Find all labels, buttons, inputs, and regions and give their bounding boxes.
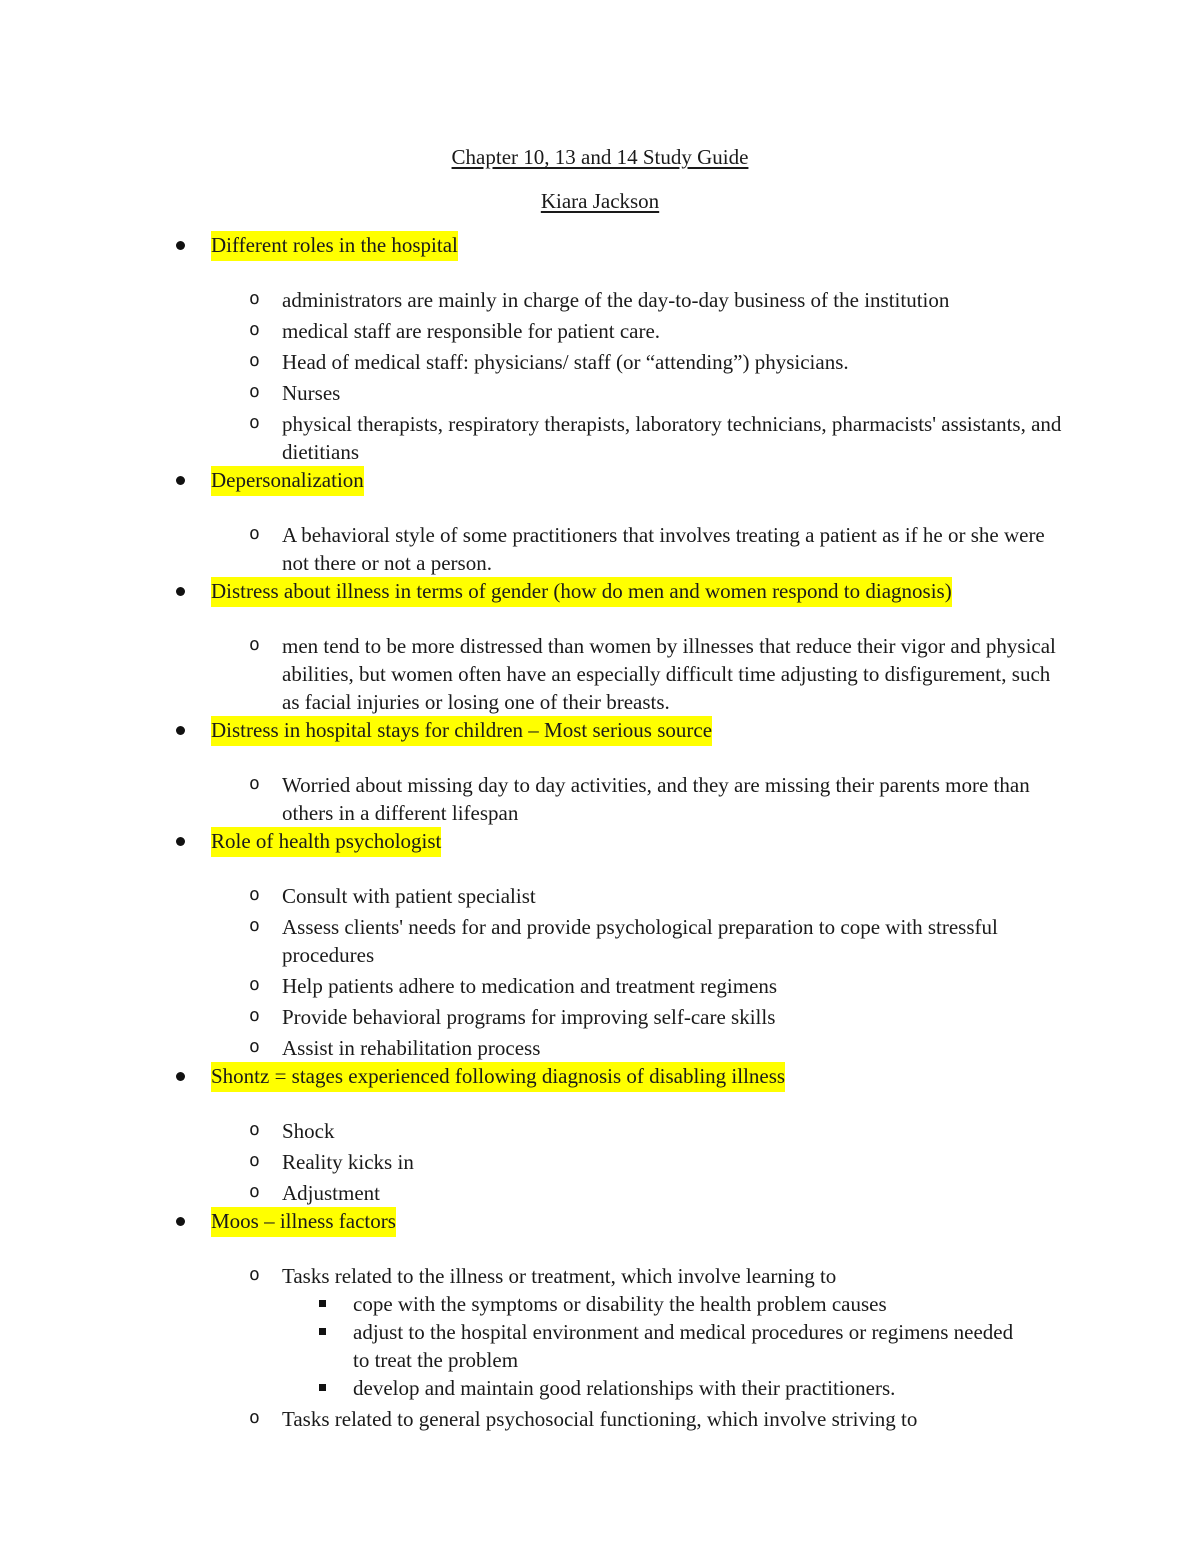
section-item: [0, 1207, 1071, 1433]
section-item: [0, 716, 1071, 827]
circle-bullet-icon: o: [249, 288, 260, 309]
square-bullet-icon: [319, 1300, 326, 1307]
circle-bullet-icon: o: [249, 1181, 260, 1202]
circle-bullet-icon: o: [249, 974, 260, 995]
sub-item: [0, 971, 1062, 1000]
sub-item: [0, 520, 1062, 577]
sub-sub-item-text: adjust to the hospital environment and medical procedures or regimens needed to treat the problem: [353, 1320, 1014, 1372]
circle-bullet-icon: o: [249, 319, 260, 340]
sub-item: [0, 912, 1062, 969]
sub-item-text: men tend to be more distressed than women by illnesses that reduce their vigor and physical abilities, but women often have an especially difficult time adjusting to disfigurement, such as facial injuries or losing one of their breasts.: [282, 634, 1056, 714]
circle-bullet-icon: o: [249, 773, 260, 794]
bullet-dot-icon: [176, 1217, 185, 1226]
sub-item: [0, 316, 1062, 345]
section-heading: Moos – illness factors: [211, 1207, 396, 1237]
sub-sub-item-text: cope with the symptoms or disability the health problem causes: [353, 1292, 887, 1316]
sub-item-text: Reality kicks in: [282, 1150, 414, 1174]
sub-item-text: Adjustment: [282, 1181, 380, 1205]
circle-bullet-icon: o: [249, 1407, 260, 1428]
sub-item-text: Nurses: [282, 381, 341, 405]
sub-item: [0, 770, 1062, 827]
sub-sub-item: [0, 1374, 1033, 1402]
bullet-dot-icon: [176, 837, 185, 846]
sub-item: [0, 1033, 1062, 1062]
sub-item-text: Provide behavioral programs for improving self-care skills: [282, 1005, 776, 1029]
sub-item: [0, 347, 1062, 376]
sub-item-text: Head of medical staff: physicians/ staff (or “attending”) physicians.: [282, 350, 849, 374]
sub-item: [0, 285, 1062, 314]
sub-item-text: Shock: [282, 1119, 335, 1143]
sub-item: [0, 1116, 1062, 1145]
bullet-dot-icon: [176, 476, 185, 485]
sub-item-text: Worried about missing day to day activities, and they are missing their parents more than others in a different lifespan: [282, 773, 1030, 825]
section-item: [0, 231, 1071, 466]
bullet-dot-icon: [176, 587, 185, 596]
sub-item-text: physical therapists, respiratory therapists, laboratory technicians, pharmacists' assistants, and dietitians: [282, 412, 1062, 464]
sub-sub-item-text: develop and maintain good relationships with their practitioners.: [353, 1376, 896, 1400]
sub-item: [0, 631, 1062, 716]
circle-bullet-icon: o: [249, 1264, 260, 1285]
section-item: [0, 466, 1071, 577]
sub-item: [0, 1261, 1062, 1402]
circle-bullet-icon: o: [249, 412, 260, 433]
circle-bullet-icon: o: [249, 381, 260, 402]
section-item: [0, 827, 1071, 1062]
sub-item-text: administrators are mainly in charge of the day-to-day business of the institution: [282, 288, 950, 312]
section-heading: Depersonalization: [211, 466, 364, 496]
study-guide-list: [0, 231, 1200, 1433]
circle-bullet-icon: o: [249, 350, 260, 371]
section-heading: Different roles in the hospital: [211, 231, 458, 261]
sub-item-text: Assess clients' needs for and provide psychological preparation to cope with stressful procedures: [282, 915, 998, 967]
circle-bullet-icon: o: [249, 1005, 260, 1026]
sub-item: [0, 1002, 1062, 1031]
document-author: Kiara Jackson: [540, 189, 660, 213]
sub-item: [0, 881, 1062, 910]
section-heading: Role of health psychologist: [211, 827, 441, 857]
sub-item-text: Help patients adhere to medication and treatment regimens: [282, 974, 778, 998]
circle-bullet-icon: o: [249, 915, 260, 936]
section-item: [0, 577, 1071, 716]
sub-item: [0, 1178, 1062, 1207]
circle-bullet-icon: o: [249, 634, 260, 655]
circle-bullet-icon: o: [249, 884, 260, 905]
sub-sub-item: [0, 1290, 1033, 1318]
section-heading: Distress in hospital stays for children – Most serious source: [211, 716, 712, 746]
bullet-dot-icon: [176, 1072, 185, 1081]
sub-sub-item: [0, 1318, 1033, 1374]
sub-item: [0, 1404, 1062, 1433]
sub-item-text: A behavioral style of some practitioners that involves treating a patient as if he or she were not there or not a person.: [282, 523, 1045, 575]
bullet-dot-icon: [176, 241, 185, 250]
section-heading: Shontz = stages experienced following diagnosis of disabling illness: [211, 1062, 785, 1092]
circle-bullet-icon: o: [249, 523, 260, 544]
square-bullet-icon: [319, 1328, 326, 1335]
circle-bullet-icon: o: [249, 1119, 260, 1140]
sub-item: [0, 409, 1062, 466]
sub-item: [0, 1147, 1062, 1176]
bullet-dot-icon: [176, 726, 185, 735]
sub-item-text: Tasks related to general psychosocial functioning, which involve striving to: [282, 1407, 918, 1431]
square-bullet-icon: [319, 1384, 326, 1391]
sub-item-text: medical staff are responsible for patient care.: [282, 319, 661, 343]
circle-bullet-icon: o: [249, 1036, 260, 1057]
document-title: Chapter 10, 13 and 14 Study Guide: [451, 145, 749, 169]
sub-item: [0, 378, 1062, 407]
circle-bullet-icon: o: [249, 1150, 260, 1171]
section-heading: Distress about illness in terms of gender (how do men and women respond to diagnosis): [211, 577, 952, 607]
sub-item-text: Consult with patient specialist: [282, 884, 536, 908]
sub-item-text: Assist in rehabilitation process: [282, 1036, 541, 1060]
section-item: [0, 1062, 1071, 1207]
sub-item-text: Tasks related to the illness or treatment, which involve learning to: [282, 1264, 837, 1288]
